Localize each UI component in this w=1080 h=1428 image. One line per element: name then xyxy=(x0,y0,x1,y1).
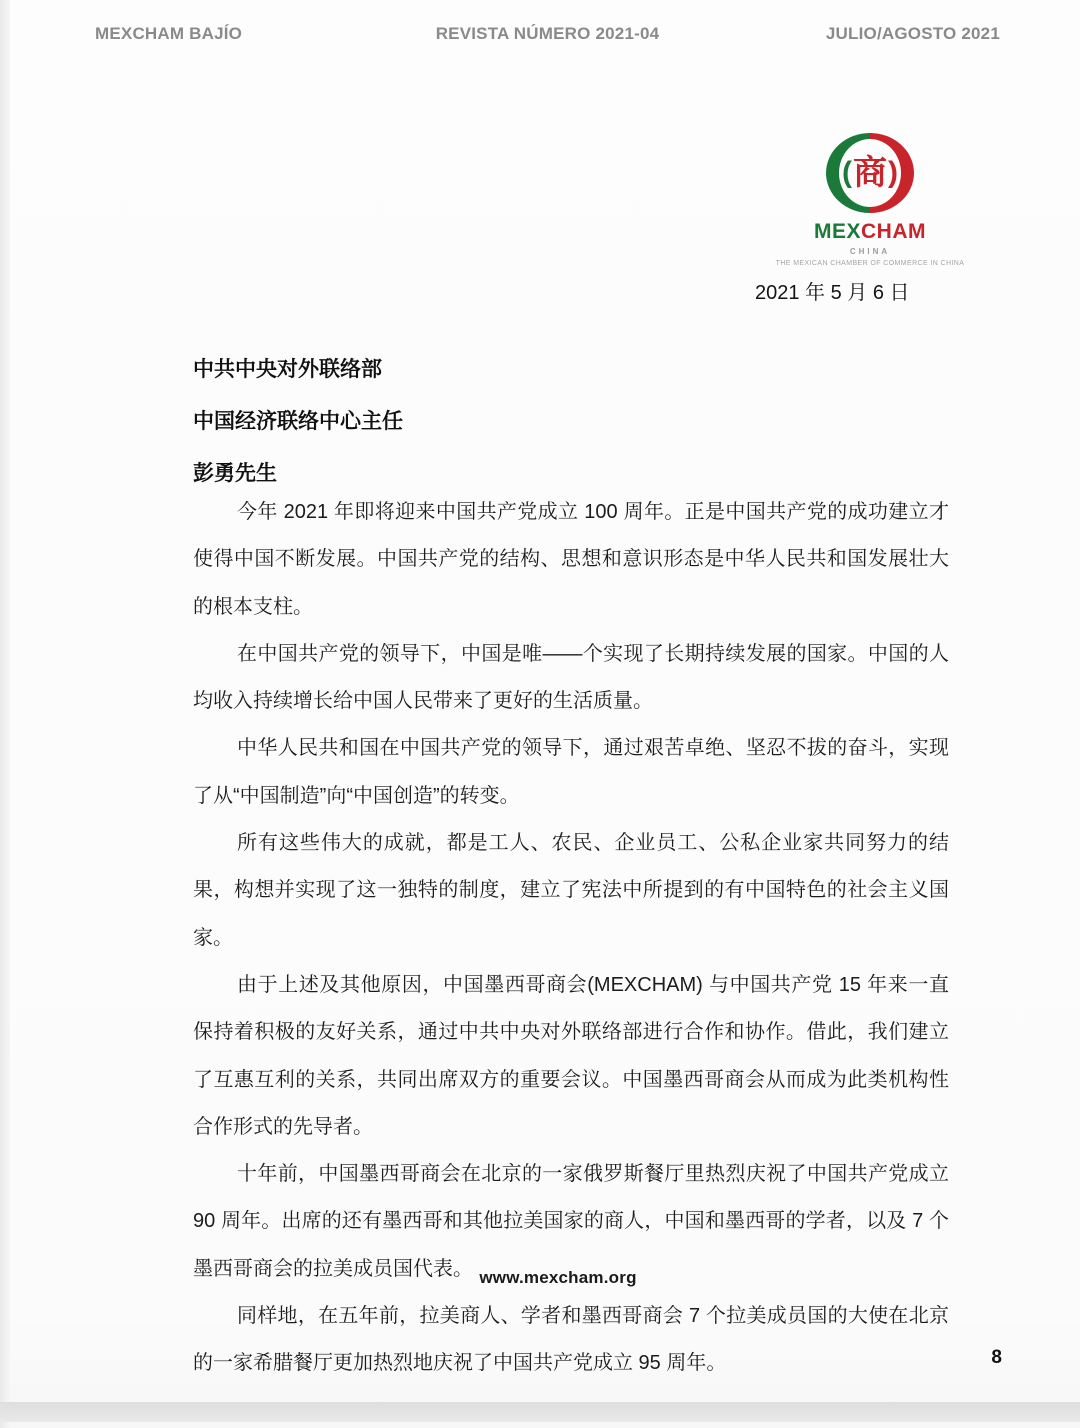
header-issue-date: JULIO/AGOSTO 2021 xyxy=(825,24,1000,43)
mexcham-logo-ring-icon xyxy=(826,133,914,213)
page-number: 8 xyxy=(991,1347,1002,1368)
letter-date: 2021 年 5 月 6 日 xyxy=(755,282,910,304)
recipient-block xyxy=(193,344,403,500)
mexcham-logo-core xyxy=(839,139,901,207)
letter-body xyxy=(193,489,949,1388)
paragraph: 由于上述及其他原因，中国墨西哥商会(MEXCHAM) 与中国共产党 15 年来一直保持着积极的友好关系，通过中共中央对外联络部进行合作和协作。借此，我们建立了互惠互利的关系，共同出席双方的重要会议。中国墨西哥商会从而成为此类机构性合作形式的先导者。 xyxy=(193,973,949,1138)
mexcham-logo xyxy=(768,133,972,267)
logo-brand-cham: CHAM xyxy=(861,220,926,243)
logo-brand-name xyxy=(768,221,972,242)
recipient-line-organization: 中共中央对外联络部 xyxy=(193,358,382,381)
recipient-line-title: 中国经济联络中心主任 xyxy=(193,410,403,433)
logo-tagline: THE MEXICAN CHAMBER OF COMMERCE IN CHINA xyxy=(775,260,965,267)
paragraph: 同样地，在五年前，拉美商人、学者和墨西哥商会 7 个拉美成员国的大使在北京的一家希腊餐厅更加热烈地庆祝了中国共产党成立 95 周年。 xyxy=(193,1305,949,1375)
header-publication-name: MEXCHAM BAJÍO xyxy=(95,24,243,43)
paragraph: 所有这些伟大的成就，都是工人、农民、企业员工、公私企业家共同努力的结果，构想并实现了这一独特的制度，建立了宪法中所提到的有中国特色的社会主义国家。 xyxy=(193,832,949,949)
paragraph: 十年前，中国墨西哥商会在北京的一家俄罗斯餐厅里热烈庆祝了中国共产党成立 90 周年。出席的还有墨西哥和其他拉美国家的商人，中国和墨西哥的学者，以及 7 个墨西哥商会的拉美成员国代表。 xyxy=(193,1163,949,1280)
logo-country-label: CHINA xyxy=(849,247,891,256)
logo-left-paren: ( xyxy=(842,156,852,189)
paragraph: 在中国共产党的领导下，中国是唯——个实现了长期持续发展的国家。中国的人均收入持续增长给中国人民带来了更好的生活质量。 xyxy=(193,642,949,713)
header-issue-number: REVISTA NÚMERO 2021-04 xyxy=(435,24,660,43)
logo-shang-glyph: 商 xyxy=(853,154,887,192)
page-left-edge-shadow xyxy=(0,0,10,1428)
page-bottom-shadow xyxy=(0,1402,1080,1422)
recipient-line-name: 彭勇先生 xyxy=(193,462,277,485)
paragraph: 中华人民共和国在中国共产党的领导下，通过艰苦卓绝、坚忍不拔的奋斗，实现了从“中国制造”向“中国创造”的转变。 xyxy=(193,737,949,807)
page-header xyxy=(95,24,1000,44)
footer-website-url: www.mexcham.org xyxy=(479,1268,637,1287)
paragraph: 今年 2021 年即将迎来中国共产党成立 100 周年。正是中国共产党的成功建立才使得中国不断发展。中国共产党的结构、思想和意识形态是中华人民共和国发展壮大的根本支柱。 xyxy=(193,501,949,618)
logo-right-paren: ) xyxy=(888,156,898,189)
logo-brand-mex: MEX xyxy=(813,220,861,243)
